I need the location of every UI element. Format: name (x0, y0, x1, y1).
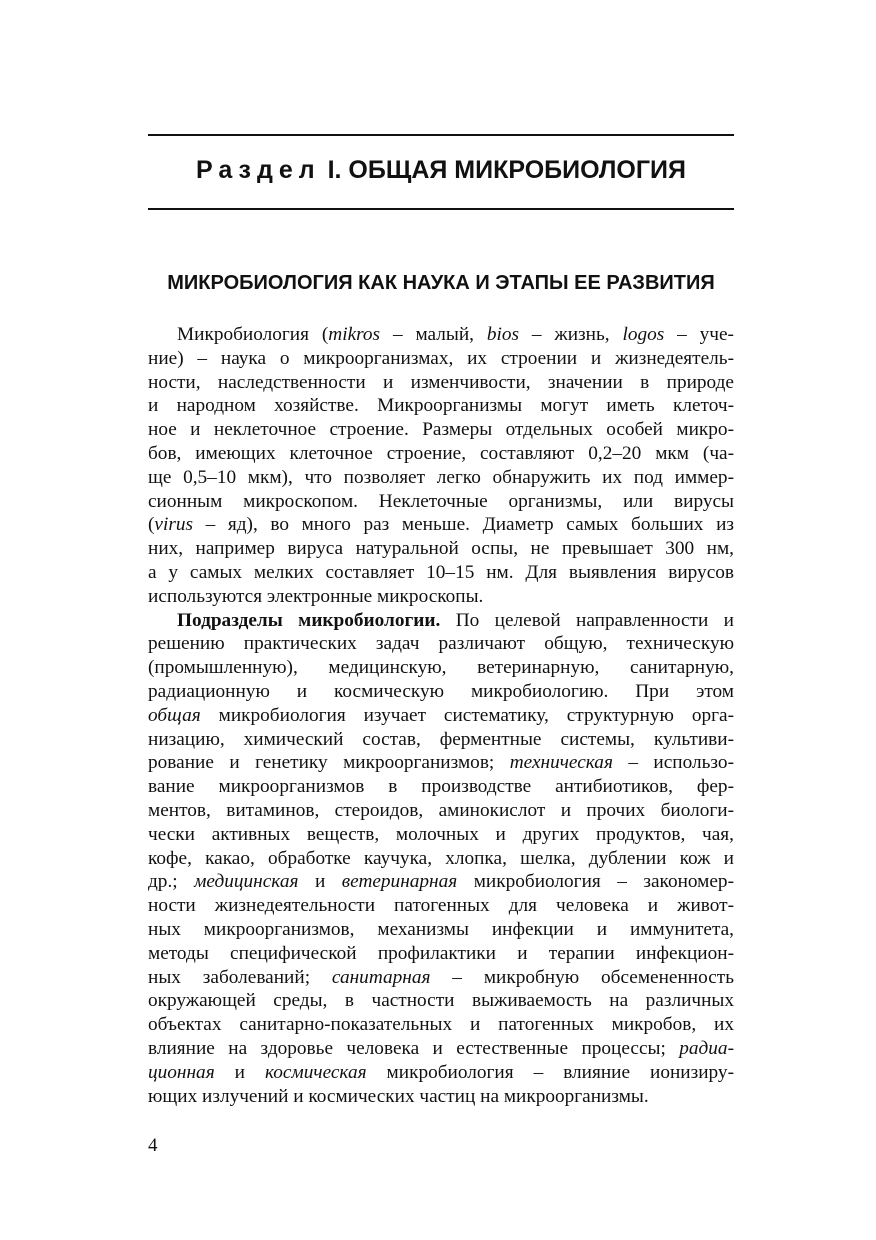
paragraph-2-line: окружающей среды, в частности выживаемость на различных (148, 990, 734, 1012)
book-page (148, 0, 734, 1240)
section-title (148, 150, 734, 190)
section-bottom-rule (148, 208, 734, 210)
paragraph-1-line: Микробиология (mikros – малый, bios – жизнь, logos – уче- (177, 324, 734, 345)
page-number: 4 (148, 1135, 158, 1156)
paragraph-1-line: ное и неклеточное строение. Размеры отдельных особей микро- (148, 419, 734, 441)
term-italic: медицинская (194, 871, 299, 893)
paragraph-2-line: ционная и космическая микробиология – влияние ионизиру- (148, 1061, 734, 1083)
paragraph-2-line: объектах санитарно-показательных и патогенных микробов, их (148, 1014, 734, 1036)
term-italic: радиа- (679, 1037, 734, 1059)
paragraph-2-line: ности жизнедеятельности патогенных для человека и живот- (148, 895, 734, 917)
term-italic: bios (486, 324, 519, 345)
paragraph-2-line: Подразделы микробиологии. По целевой направленности и (177, 609, 734, 631)
paragraph-2-line: чески активных веществ, молочных и других продуктов, чая, (148, 823, 734, 845)
paragraph-2-line: методы специфической профилактики и терапии инфекцион- (148, 942, 734, 964)
paragraph-1-line: ще 0,5–10 мкм), что позволяет легко обнаружить их под иммер- (148, 466, 734, 488)
term-italic: virus (154, 514, 193, 536)
paragraph-1-line: а у самых мелких составляет 10–15 нм. Для выявления вирусов (148, 561, 734, 583)
paragraph-2-line: влияние на здоровье человека и естественные процессы; радиа- (148, 1037, 734, 1059)
chapter-title: МИКРОБИОЛОГИЯ КАК НАУКА И ЭТАПЫ ЕЕ РАЗВИТИЯ (167, 272, 715, 294)
paragraph-2-line: радиационную и космическую микробиологию. При этом (148, 680, 734, 702)
paragraph-2-line: (промышленную), медицинскую, ветеринарную, санитарную, (148, 657, 734, 679)
paragraph-2-line: вание микроорганизмов в производстве антибиотиков, фер- (148, 776, 734, 798)
paragraph-1-line: и народном хозяйстве. Микроорганизмы могут иметь клеточ- (148, 395, 734, 417)
paragraph-2-line: общая микробиология изучает систематику, структурную орга- (148, 704, 734, 726)
section-top-rule (148, 134, 734, 136)
paragraph-2-line: низацию, химический состав, ферментные системы, культиви- (148, 728, 734, 750)
body-text (148, 323, 734, 1108)
section-prefix: Раздел (196, 156, 321, 184)
paragraph-1-line: сионным микроскопом. Неклеточные организмы, или вирусы (148, 490, 734, 512)
term-italic: техническая (509, 752, 613, 774)
paragraph-2-line: ных заболеваний; санитарная – микробную обсемененность (148, 966, 734, 988)
paragraph-2-line: др.; медицинская и ветеринарная микробиология – закономер- (148, 871, 734, 893)
paragraph-2-line: ных микроорганизмов, механизмы инфекции и иммунитета, (148, 918, 734, 940)
term-italic: санитарная (331, 966, 431, 988)
term-italic: космическая (264, 1061, 367, 1083)
term-italic: ветеринарная (341, 871, 458, 893)
term-italic: ционная (148, 1061, 215, 1083)
paragraph-1-line: (virus – яд), во много раз меньше. Диаметр самых больших из (148, 514, 734, 536)
paragraph-2-line: решению практических задач различают общую, техническую (148, 633, 734, 655)
paragraph-1-line: ности, наследственности и изменчивости, значении в природе (148, 371, 734, 393)
paragraph-2-line: ющих излучений и космических частиц на микроорганизмы. (148, 1085, 649, 1107)
paragraph-2-line: ментов, витаминов, стероидов, аминокислот и прочих биологи- (148, 799, 734, 821)
paragraph-1-line: них, например вируса натуральной оспы, не превышает 300 нм, (148, 538, 734, 560)
paragraph-1-line: используются электронные микроскопы. (148, 585, 484, 607)
paragraph-2-line: кофе, какао, обработке каучука, хлопка, шелка, дублении кож и (148, 847, 734, 869)
paragraph-1-line: бов, имеющих клеточное строение, составляют 0,2–20 мкм (ча- (148, 442, 734, 464)
paragraph-2-line: рование и генетику микроорганизмов; техническая – использо- (148, 752, 734, 774)
term-italic: logos (622, 324, 665, 345)
paragraph-1-line: ние) – наука о микроорганизмах, их строении и жизнедеятель- (148, 347, 734, 369)
term-italic: общая (148, 704, 201, 726)
subsection-heading: Подразделы микробиологии. (177, 609, 441, 631)
section-name: I. ОБЩАЯ МИКРОБИОЛОГИЯ (327, 156, 686, 184)
term-italic: mikros (328, 324, 381, 345)
